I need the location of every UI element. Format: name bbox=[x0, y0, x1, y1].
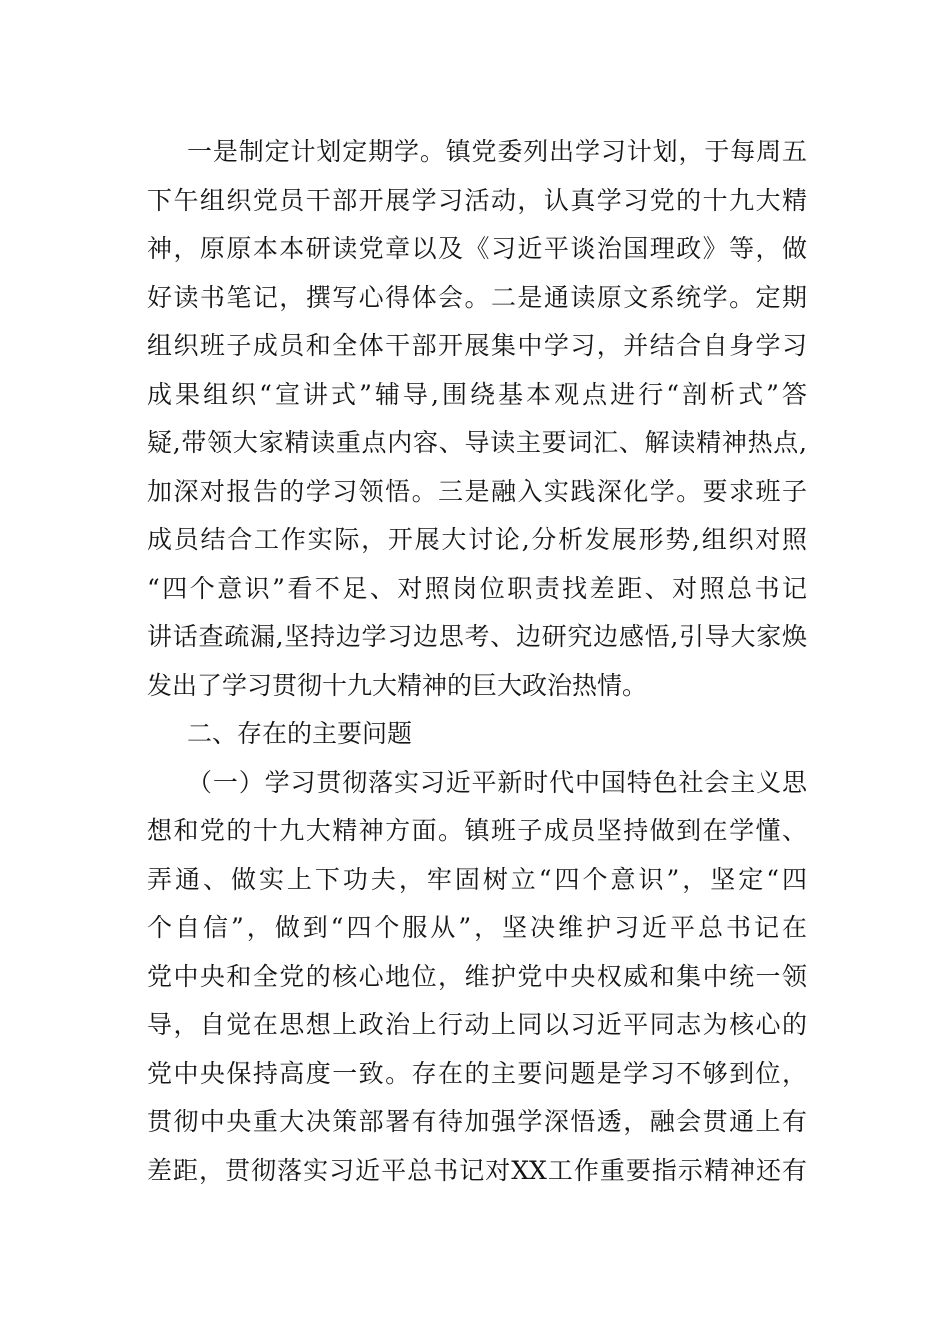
text-line: 下午组织党员干部开展学习活动，认真学习党的十九大精 bbox=[147, 185, 807, 215]
text-line: 讲话查疏漏,坚持边学习边思考、边研究边感悟,引导大家焕 bbox=[147, 622, 807, 651]
paragraph-main-problems bbox=[147, 759, 807, 1196]
text-line: 贯彻中央重大决策部署有待加强学深悟透，融会贯通上有 bbox=[147, 1107, 807, 1136]
text-line: 发出了学习贯彻十九大精神的巨大政治热情。 bbox=[147, 670, 648, 700]
text-line: 神，原原本本研读党章以及《习近平谈治国理政》等，做 bbox=[147, 234, 807, 263]
text-line: 疑,带领大家精读重点内容、导读主要词汇、解读精神热点, bbox=[147, 428, 807, 457]
document-body bbox=[147, 128, 807, 1195]
text-line: 成果组织“宣讲式”辅导,围绕基本观点进行“剖析式”答 bbox=[147, 379, 807, 409]
text-line: 个自信”，做到“四个服从”，坚决维护习近平总书记在 bbox=[147, 913, 807, 942]
text-line: 好读书笔记，撰写心得体会。二是通读原文系统学。定期 bbox=[147, 282, 807, 312]
text-line: 组织班子成员和全体干部开展集中学习，并结合自身学习 bbox=[147, 331, 807, 360]
text-line: 导，自觉在思想上政治上行动上同以习近平同志为核心的 bbox=[147, 1010, 807, 1039]
text-line: 想和党的十九大精神方面。镇班子成员坚持做到在学懂、 bbox=[147, 816, 807, 845]
text-line: （一）学习贯彻落实习近平新时代中国特色社会主义思 bbox=[187, 767, 807, 797]
text-line: 成员结合工作实际，开展大讨论,分析发展形势,组织对照 bbox=[147, 525, 807, 554]
text-line: 差距，贯彻落实习近平总书记对XX工作重要指示精神还有 bbox=[147, 1155, 807, 1185]
text-line: 加深对报告的学习领悟。三是融入实践深化学。要求班子 bbox=[147, 476, 807, 506]
paragraph-study-methods bbox=[147, 128, 807, 710]
text-line: 党中央和全党的核心地位，维护党中央权威和集中统一领 bbox=[147, 961, 807, 991]
text-line: “四个意识”看不足、对照岗位职责找差距、对照总书记 bbox=[147, 573, 807, 603]
text-line: 弄通、做实上下功夫，牢固树立“四个意识”，坚定“四 bbox=[147, 864, 807, 894]
text-line: 党中央保持高度一致。存在的主要问题是学习不够到位， bbox=[147, 1058, 807, 1088]
section-heading: 二、存在的主要问题 bbox=[187, 719, 413, 748]
text-line: 一是制定计划定期学。镇党委列出学习计划，于每周五 bbox=[187, 137, 807, 166]
